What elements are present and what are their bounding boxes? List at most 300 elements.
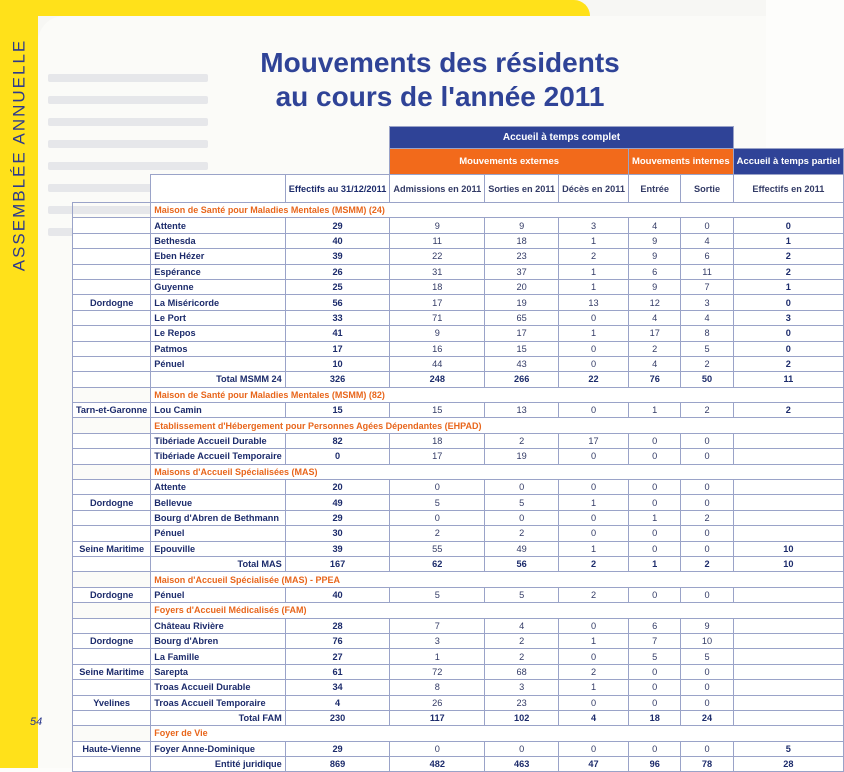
value-cell: 1: [559, 279, 629, 294]
section-row: [73, 603, 844, 618]
value-cell: 18: [485, 233, 559, 248]
value-cell: 18: [390, 433, 485, 448]
establishment-name: Sarepta: [151, 664, 285, 679]
value-cell: 0: [485, 741, 559, 756]
value-cell: 1: [559, 495, 629, 510]
value-cell: 7: [390, 618, 485, 633]
table-row: [73, 649, 844, 664]
table-row: [73, 356, 844, 371]
value-cell: 0: [559, 449, 629, 464]
title-line-2: au cours de l'année 2011: [275, 81, 605, 112]
total-row: [73, 556, 844, 571]
grand-total-row: [73, 757, 844, 772]
total-value: 1: [628, 556, 681, 571]
establishment-name: Troas Accueil Temporaire: [151, 695, 285, 710]
yellow-top-band: [0, 0, 590, 16]
value-cell: 28: [285, 618, 390, 633]
value-cell: 0: [681, 587, 733, 602]
side-section-label: [4, 30, 34, 280]
value-cell: 16: [390, 341, 485, 356]
value-cell: 6: [628, 618, 681, 633]
value-cell: 15: [485, 341, 559, 356]
region-cell: [73, 418, 151, 433]
value-cell: 0: [628, 449, 681, 464]
value-cell: 0: [559, 649, 629, 664]
grand-total-label: Entité juridique: [151, 757, 285, 772]
region-cell: [73, 680, 151, 695]
value-cell: 0: [681, 218, 733, 233]
grand-total-value: 78: [681, 757, 733, 772]
value-cell: 15: [390, 403, 485, 418]
value-cell: 0: [681, 495, 733, 510]
region-cell: [73, 203, 151, 218]
value-cell: 0: [681, 526, 733, 541]
establishment-name: Foyer Anne-Dominique: [151, 741, 285, 756]
section-row: [73, 418, 844, 433]
value-cell: 17: [390, 449, 485, 464]
region-cell: [73, 372, 151, 387]
total-row: [73, 372, 844, 387]
value-cell: 5: [681, 341, 733, 356]
value-cell: 0: [628, 695, 681, 710]
establishment-name: Tibériade Accueil Temporaire: [151, 449, 285, 464]
value-cell: 0: [681, 541, 733, 556]
total-value: 230: [285, 710, 390, 725]
value-cell: 1: [733, 279, 843, 294]
region-cell: Seine Maritime: [73, 541, 151, 556]
establishment-name: Château Rivière: [151, 618, 285, 633]
section-row: [73, 572, 844, 587]
value-cell: 5: [733, 741, 843, 756]
value-cell: 8: [390, 680, 485, 695]
value-cell: [733, 495, 843, 510]
region-cell: [73, 710, 151, 725]
value-cell: 2: [485, 433, 559, 448]
value-cell: 0: [390, 510, 485, 525]
region-cell: Dordogne: [73, 495, 151, 510]
establishment-name: Espérance: [151, 264, 285, 279]
value-cell: 4: [285, 695, 390, 710]
value-cell: 0: [628, 433, 681, 448]
value-cell: 26: [390, 695, 485, 710]
col-deces: Décès en 2011: [559, 175, 629, 203]
region-cell: [73, 464, 151, 479]
value-cell: 2: [390, 526, 485, 541]
region-cell: [73, 249, 151, 264]
col-sortie: Sortie: [681, 175, 733, 203]
table-row: [73, 680, 844, 695]
value-cell: 2: [485, 633, 559, 648]
table-row: [73, 618, 844, 633]
table-row: [73, 695, 844, 710]
table-row: [73, 279, 844, 294]
establishment-name: Pénuel: [151, 587, 285, 602]
value-cell: [733, 480, 843, 495]
value-cell: 3: [485, 680, 559, 695]
region-cell: [73, 356, 151, 371]
value-cell: 10: [681, 633, 733, 648]
value-cell: 7: [681, 279, 733, 294]
value-cell: 17: [559, 433, 629, 448]
header-accueil-temps-partiel: Accueil à temps partiel: [733, 149, 843, 175]
value-cell: 4: [628, 218, 681, 233]
value-cell: 9: [390, 218, 485, 233]
establishment-name: Bourg d'Abren: [151, 633, 285, 648]
region-cell: Tarn-et-Garonne: [73, 403, 151, 418]
value-cell: [733, 649, 843, 664]
value-cell: 0: [681, 680, 733, 695]
value-cell: 0: [285, 449, 390, 464]
value-cell: 6: [628, 264, 681, 279]
col-effectifs-2011: Effectifs en 2011: [733, 175, 843, 203]
grand-total-value: 482: [390, 757, 485, 772]
value-cell: 33: [285, 310, 390, 325]
region-cell: [73, 603, 151, 618]
region-cell: Dordogne: [73, 587, 151, 602]
value-cell: 1: [628, 510, 681, 525]
col-sorties: Sorties en 2011: [485, 175, 559, 203]
value-cell: 61: [285, 664, 390, 679]
title-line-1: Mouvements des résidents: [260, 47, 620, 78]
header-row-1: [73, 127, 844, 149]
region-cell: [73, 218, 151, 233]
value-cell: 12: [628, 295, 681, 310]
total-value: 2: [681, 556, 733, 571]
establishment-name: Le Port: [151, 310, 285, 325]
value-cell: 40: [285, 587, 390, 602]
value-cell: 2: [733, 403, 843, 418]
establishment-name: Bethesda: [151, 233, 285, 248]
value-cell: 29: [285, 741, 390, 756]
col-effectifs-3112: Effectifs au 31/12/2011: [285, 175, 390, 203]
value-cell: 25: [285, 279, 390, 294]
value-cell: 68: [485, 664, 559, 679]
establishment-name: Pénuel: [151, 526, 285, 541]
value-cell: 71: [390, 310, 485, 325]
value-cell: 5: [681, 649, 733, 664]
value-cell: 2: [681, 356, 733, 371]
total-value: 24: [681, 710, 733, 725]
region-cell: [73, 556, 151, 571]
value-cell: 0: [559, 480, 629, 495]
value-cell: 9: [485, 218, 559, 233]
total-value: 62: [390, 556, 485, 571]
total-value: 2: [559, 556, 629, 571]
value-cell: 1: [559, 633, 629, 648]
establishment-name: Lou Camin: [151, 403, 285, 418]
value-cell: 19: [485, 295, 559, 310]
value-cell: [733, 633, 843, 648]
value-cell: 34: [285, 680, 390, 695]
establishment-name: Attente: [151, 480, 285, 495]
establishment-name: Tibériade Accueil Durable: [151, 433, 285, 448]
establishment-name: Le Repos: [151, 326, 285, 341]
value-cell: 0: [628, 526, 681, 541]
value-cell: 72: [390, 664, 485, 679]
region-cell: [73, 433, 151, 448]
value-cell: [733, 587, 843, 602]
value-cell: 2: [559, 249, 629, 264]
value-cell: [733, 695, 843, 710]
value-cell: 49: [285, 495, 390, 510]
value-cell: 1: [390, 649, 485, 664]
section-title: Maison de Santé pour Maladies Mentales (MSMM) (82): [151, 387, 844, 402]
establishment-name: La Miséricorde: [151, 295, 285, 310]
header-row-2: [73, 149, 844, 175]
value-cell: 9: [390, 326, 485, 341]
total-value: 102: [485, 710, 559, 725]
value-cell: [733, 510, 843, 525]
value-cell: 43: [485, 356, 559, 371]
region-cell: Haute-Vienne: [73, 741, 151, 756]
section-row: [73, 726, 844, 741]
region-cell: [73, 572, 151, 587]
value-cell: 65: [485, 310, 559, 325]
value-cell: 4: [681, 310, 733, 325]
value-cell: 0: [681, 480, 733, 495]
value-cell: 17: [485, 326, 559, 341]
value-cell: 2: [559, 587, 629, 602]
total-value: 56: [485, 556, 559, 571]
header-row-3: [73, 175, 844, 203]
value-cell: 22: [390, 249, 485, 264]
value-cell: 82: [285, 433, 390, 448]
value-cell: 4: [485, 618, 559, 633]
section-title: Maison de Santé pour Maladies Mentales (MSMM) (24): [151, 203, 844, 218]
value-cell: 1: [559, 264, 629, 279]
value-cell: 0: [559, 356, 629, 371]
value-cell: 23: [485, 249, 559, 264]
table-row: [73, 510, 844, 525]
residents-movements-table: [72, 126, 844, 772]
table-row: [73, 587, 844, 602]
table-row: [73, 403, 844, 418]
total-value: 10: [733, 556, 843, 571]
value-cell: 10: [733, 541, 843, 556]
region-cell: [73, 726, 151, 741]
value-cell: 2: [681, 510, 733, 525]
value-cell: 0: [681, 664, 733, 679]
value-cell: 44: [390, 356, 485, 371]
value-cell: 13: [485, 403, 559, 418]
section-title: Maisons d'Accueil Spécialisées (MAS): [151, 464, 844, 479]
grand-total-value: 96: [628, 757, 681, 772]
value-cell: 0: [628, 495, 681, 510]
grand-total-value: 28: [733, 757, 843, 772]
value-cell: 11: [681, 264, 733, 279]
value-cell: 0: [628, 480, 681, 495]
value-cell: 49: [485, 541, 559, 556]
grand-total-value: 869: [285, 757, 390, 772]
value-cell: 0: [559, 695, 629, 710]
value-cell: 1: [559, 541, 629, 556]
value-cell: 17: [285, 341, 390, 356]
section-title: Foyers d'Accueil Médicalisés (FAM): [151, 603, 844, 618]
value-cell: 0: [733, 326, 843, 341]
establishment-name: Guyenne: [151, 279, 285, 294]
header-accueil-temps-complet: Accueil à temps complet: [390, 127, 733, 149]
value-cell: 15: [285, 403, 390, 418]
value-cell: 0: [628, 680, 681, 695]
value-cell: 0: [628, 664, 681, 679]
value-cell: 0: [681, 695, 733, 710]
value-cell: 2: [733, 264, 843, 279]
table-row: [73, 433, 844, 448]
total-value: 76: [628, 372, 681, 387]
value-cell: 40: [285, 233, 390, 248]
region-cell: [73, 233, 151, 248]
total-value: 248: [390, 372, 485, 387]
region-cell: Dordogne: [73, 633, 151, 648]
value-cell: 17: [390, 295, 485, 310]
establishment-name: Eben Hézer: [151, 249, 285, 264]
value-cell: 0: [559, 741, 629, 756]
region-cell: Dordogne: [73, 295, 151, 310]
total-value: 50: [681, 372, 733, 387]
table-row: [73, 218, 844, 233]
section-title: Foyer de Vie: [151, 726, 844, 741]
section-row: [73, 387, 844, 402]
value-cell: 0: [733, 341, 843, 356]
table-row: [73, 741, 844, 756]
value-cell: 8: [681, 326, 733, 341]
table-row: [73, 295, 844, 310]
header-mouvements-internes: Mouvements internes: [628, 149, 733, 175]
establishment-name: Pénuel: [151, 356, 285, 371]
value-cell: 3: [390, 633, 485, 648]
table-row: [73, 233, 844, 248]
value-cell: 1: [559, 326, 629, 341]
region-cell: [73, 341, 151, 356]
value-cell: 0: [733, 295, 843, 310]
region-cell: [73, 649, 151, 664]
total-value: 167: [285, 556, 390, 571]
col-entree: Entrée: [628, 175, 681, 203]
region-cell: [73, 480, 151, 495]
region-cell: [73, 264, 151, 279]
value-cell: 2: [628, 341, 681, 356]
establishment-name: Epouville: [151, 541, 285, 556]
region-cell: Seine Maritime: [73, 664, 151, 679]
section-title: Maison d'Accueil Spécialisée (MAS) - PPEA: [151, 572, 844, 587]
total-label: Total FAM: [151, 710, 285, 725]
table-row: [73, 526, 844, 541]
total-value: 326: [285, 372, 390, 387]
value-cell: 0: [559, 341, 629, 356]
value-cell: [733, 664, 843, 679]
value-cell: 5: [628, 649, 681, 664]
establishment-name: Attente: [151, 218, 285, 233]
total-value: [733, 710, 843, 725]
value-cell: 29: [285, 218, 390, 233]
value-cell: 4: [681, 233, 733, 248]
value-cell: 37: [485, 264, 559, 279]
value-cell: 0: [628, 587, 681, 602]
table-row: [73, 495, 844, 510]
value-cell: 5: [390, 587, 485, 602]
value-cell: 0: [628, 741, 681, 756]
value-cell: 0: [559, 310, 629, 325]
value-cell: 10: [285, 356, 390, 371]
value-cell: [733, 680, 843, 695]
value-cell: 2: [559, 664, 629, 679]
value-cell: [733, 433, 843, 448]
value-cell: 3: [733, 310, 843, 325]
page-number: 54: [30, 716, 43, 728]
region-cell: [73, 449, 151, 464]
table-row: [73, 480, 844, 495]
value-cell: 9: [628, 279, 681, 294]
value-cell: 2: [733, 356, 843, 371]
value-cell: 20: [485, 279, 559, 294]
total-value: 117: [390, 710, 485, 725]
value-cell: 5: [390, 495, 485, 510]
value-cell: 13: [559, 295, 629, 310]
value-cell: 41: [285, 326, 390, 341]
value-cell: 9: [681, 618, 733, 633]
region-cell: [73, 757, 151, 772]
table-row: [73, 326, 844, 341]
value-cell: 2: [485, 649, 559, 664]
value-cell: 11: [390, 233, 485, 248]
value-cell: 0: [628, 541, 681, 556]
value-cell: 17: [628, 326, 681, 341]
value-cell: 27: [285, 649, 390, 664]
section-title: Etablissement d'Hébergement pour Personnes Agées Dépendantes (EHPAD): [151, 418, 844, 433]
table-row: [73, 633, 844, 648]
value-cell: 0: [485, 510, 559, 525]
section-row: [73, 464, 844, 479]
establishment-name: Patmos: [151, 341, 285, 356]
value-cell: 18: [390, 279, 485, 294]
grand-total-value: 463: [485, 757, 559, 772]
value-cell: 0: [681, 433, 733, 448]
value-cell: 7: [628, 633, 681, 648]
table-row: [73, 249, 844, 264]
value-cell: 6: [681, 249, 733, 264]
table-row: [73, 449, 844, 464]
total-value: 4: [559, 710, 629, 725]
establishment-name: Bellevue: [151, 495, 285, 510]
value-cell: 3: [559, 218, 629, 233]
value-cell: 4: [628, 310, 681, 325]
value-cell: 0: [681, 449, 733, 464]
region-cell: [73, 510, 151, 525]
value-cell: 0: [390, 480, 485, 495]
value-cell: 0: [559, 526, 629, 541]
region-cell: [73, 618, 151, 633]
total-value: 18: [628, 710, 681, 725]
value-cell: 1: [559, 233, 629, 248]
value-cell: 0: [559, 510, 629, 525]
total-value: 11: [733, 372, 843, 387]
total-label: Total MSMM 24: [151, 372, 285, 387]
value-cell: 31: [390, 264, 485, 279]
col-admissions: Admissions en 2011: [390, 175, 485, 203]
value-cell: 2: [485, 526, 559, 541]
region-cell: [73, 310, 151, 325]
region-cell: Yvelines: [73, 695, 151, 710]
value-cell: [733, 449, 843, 464]
region-cell: [73, 526, 151, 541]
total-value: 266: [485, 372, 559, 387]
value-cell: 5: [485, 587, 559, 602]
value-cell: 26: [285, 264, 390, 279]
value-cell: 0: [485, 480, 559, 495]
value-cell: 4: [628, 356, 681, 371]
value-cell: 0: [390, 741, 485, 756]
table-row: [73, 310, 844, 325]
